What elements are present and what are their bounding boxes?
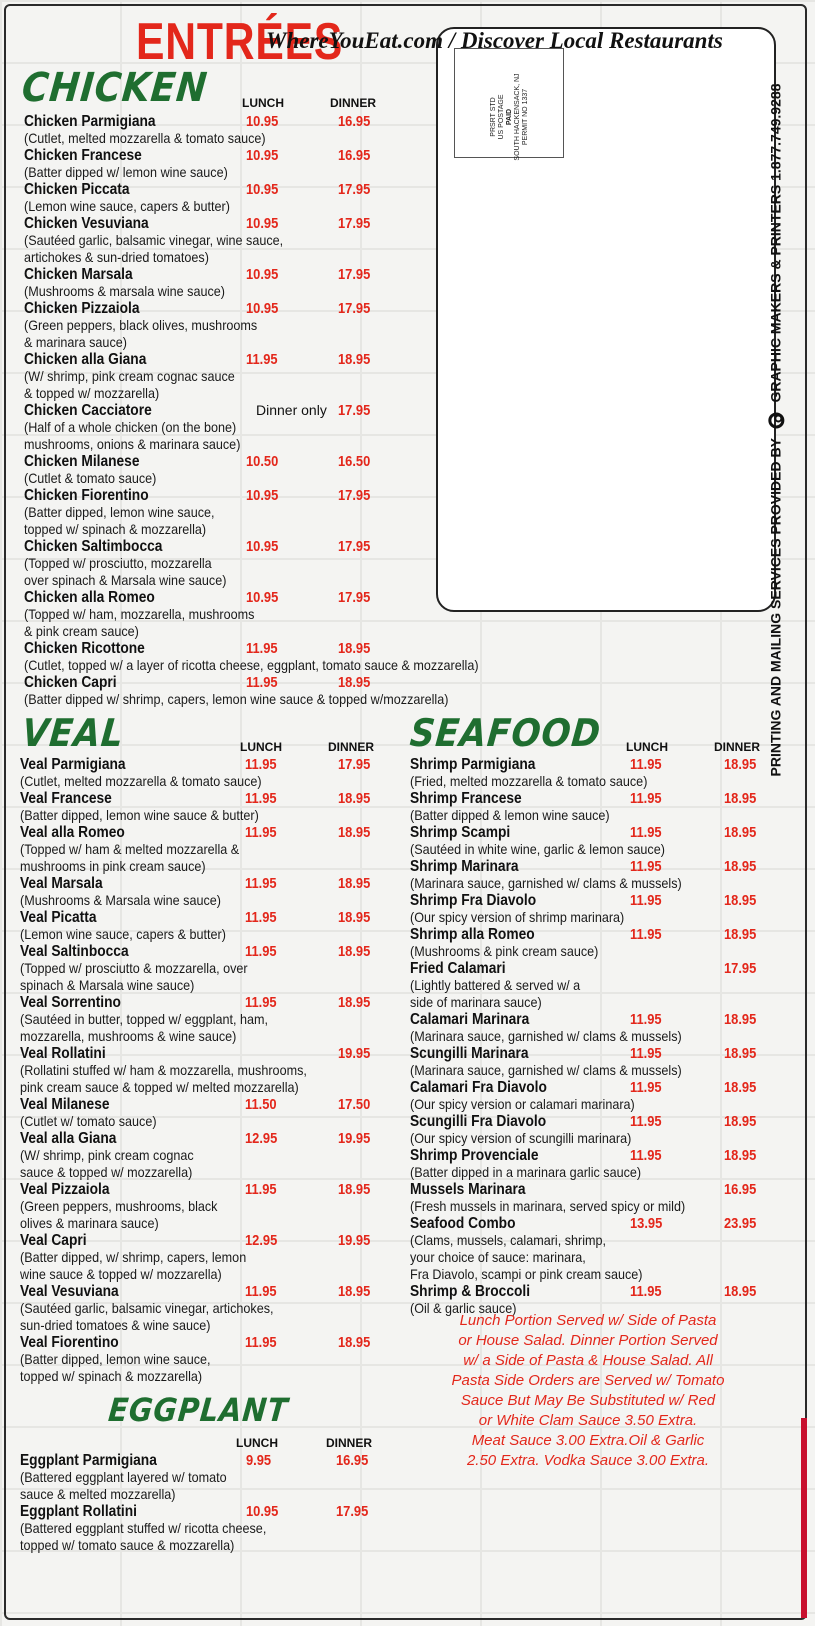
seafood-lunch-header: LUNCH [626, 740, 668, 754]
menu-item-description: (Mushrooms & marsala wine sauce) [24, 283, 225, 299]
menu-item-name: Chicken Cacciatore [24, 402, 152, 419]
dinner-price: 17.95 [338, 300, 371, 317]
dinner-price: 17.95 [338, 589, 371, 606]
menu-item-description: & marinara sauce) [24, 334, 127, 350]
menu-item [24, 181, 584, 215]
lunch-price: 11.95 [630, 1113, 662, 1130]
menu-item [410, 1215, 770, 1283]
lunch-price: 10.50 [246, 453, 279, 470]
lunch-price: 11.95 [630, 1283, 662, 1300]
dinner-price: 18.95 [724, 1113, 757, 1130]
lunch-price: 11.50 [245, 1096, 277, 1113]
lunch-price: 10.95 [246, 300, 279, 317]
menu-item-name: Veal Pizzaiola [20, 1181, 110, 1198]
lunch-price: 9.95 [246, 1452, 272, 1469]
lunch-price: 11.95 [245, 756, 277, 773]
lunch-price: 11.95 [630, 790, 662, 807]
lunch-price: 11.95 [630, 1045, 662, 1062]
menu-item-name: Veal Marsala [20, 875, 103, 892]
dinner-price: 17.95 [338, 181, 371, 198]
menu-item [20, 1181, 410, 1232]
menu-item [24, 674, 584, 708]
menu-item [410, 892, 770, 926]
dinner-price: 17.95 [338, 215, 371, 232]
menu-item [20, 1130, 410, 1181]
lunch-price: 11.95 [245, 824, 277, 841]
printer-logo-icon [769, 412, 785, 428]
menu-item-name: Seafood Combo [410, 1215, 516, 1232]
lunch-price: 11.95 [630, 1011, 662, 1028]
menu-item [24, 147, 584, 181]
dinner-price: 17.95 [338, 266, 371, 283]
dinner-price: 18.95 [724, 1045, 757, 1062]
lunch-price: 13.95 [630, 1215, 663, 1232]
menu-item-description: your choice of sauce: marinara, [410, 1249, 586, 1265]
menu-item-description: (Green peppers, black olives, mushrooms [24, 317, 258, 333]
dinner-price: 18.95 [338, 640, 371, 657]
lunch-price: 11.95 [245, 943, 277, 960]
dinner-price: 17.95 [338, 487, 371, 504]
dinner-price: 18.95 [724, 1079, 757, 1096]
menu-item [24, 402, 584, 453]
lunch-price: 11.95 [630, 756, 662, 773]
dinner-price: 18.95 [724, 824, 757, 841]
menu-item-name: Chicken alla Romeo [24, 589, 155, 606]
menu-item-description: (Batter dipped w/ lemon wine sauce) [24, 164, 228, 180]
menu-item-description: over spinach & Marsala wine sauce) [24, 572, 227, 588]
menu-item-description: (Batter dipped w/ shrimp, capers, lemon wine sauce & topped w/mozzarella) [24, 691, 449, 707]
chicken-menu [24, 113, 584, 708]
dinner-price: 18.95 [338, 824, 371, 841]
dinner-price: 16.95 [336, 1452, 369, 1469]
menu-item-name: Chicken Fiorentino [24, 487, 149, 504]
menu-item-name: Shrimp Scampi [410, 824, 511, 841]
menu-item-name: Chicken Capri [24, 674, 117, 691]
menu-item [24, 113, 584, 147]
menu-item-name: Chicken Piccata [24, 181, 130, 198]
menu-item-description: mozzarella, mushrooms & wine sauce) [20, 1028, 237, 1044]
menu-item [24, 351, 584, 402]
menu-item-description: (Our spicy version of scungilli marinara) [410, 1130, 632, 1146]
menu-item-name: Shrimp Provenciale [410, 1147, 539, 1164]
menu-item [410, 858, 770, 892]
edge-tab [801, 1418, 807, 1618]
menu-item-description: (Lemon wine sauce, capers & butter) [24, 198, 230, 214]
lunch-price: 11.95 [630, 1147, 662, 1164]
dinner-price: 18.95 [338, 674, 371, 691]
lunch-price: 11.95 [245, 1334, 277, 1351]
menu-item [24, 215, 584, 266]
menu-item-description: (Batter dipped, w/ shrimp, capers, lemon [20, 1249, 247, 1265]
menu-item [24, 266, 584, 300]
menu-item-name: Veal Milanese [20, 1096, 110, 1113]
menu-item-name: Calamari Fra Diavolo [410, 1079, 547, 1096]
veal-menu [20, 756, 410, 1385]
menu-item [410, 1011, 770, 1045]
menu-item [410, 1113, 770, 1147]
menu-item-description: (Fresh mussels in marinara, served spicy or mild) [410, 1198, 686, 1214]
menu-item-description: (Our spicy version or calamari marinara) [410, 1096, 635, 1112]
menu-item [20, 1045, 410, 1096]
dinner-price: 18.95 [338, 994, 371, 1011]
menu-item-description: spinach & Marsala wine sauce) [20, 977, 195, 993]
menu-item-name: Veal Sorrentino [20, 994, 121, 1011]
menu-item-description: (Cutlet w/ tomato sauce) [20, 1113, 157, 1129]
dinner-price: 18.95 [338, 1283, 371, 1300]
dinner-price: 23.95 [724, 1215, 757, 1232]
lunch-price: 11.95 [246, 674, 278, 691]
menu-item-description: (Mushrooms & pink cream sauce) [410, 943, 599, 959]
menu-item-name: Scungilli Marinara [410, 1045, 529, 1062]
menu-item-name: Mussels Marinara [410, 1181, 526, 1198]
menu-item-description: topped w/ tomato sauce & mozzarella) [20, 1537, 235, 1553]
menu-item-name: Veal Picatta [20, 909, 97, 926]
veal-dinner-header: DINNER [328, 740, 375, 754]
section-title-chicken: CHICKEN [19, 65, 210, 111]
menu-item [20, 1096, 410, 1130]
lunch-price: 12.95 [245, 1232, 278, 1249]
menu-item-name: Chicken Ricottone [24, 640, 145, 657]
menu-item-description: (Cutlet, melted mozzarella & tomato sauce) [20, 773, 262, 789]
dinner-price: 18.95 [724, 926, 757, 943]
lunch-price: 11.95 [246, 640, 278, 657]
menu-item-description: (Batter dipped & lemon wine sauce) [410, 807, 610, 823]
menu-item-description: (Batter dipped in a marinara garlic sauce) [410, 1164, 642, 1180]
menu-item-description: pink cream sauce & topped w/ melted mozzarella) [20, 1079, 299, 1095]
dinner-price: 17.50 [338, 1096, 371, 1113]
menu-item-name: Veal Francese [20, 790, 112, 807]
veal-lunch-header: LUNCH [240, 740, 282, 754]
menu-item-description: olives & marinara sauce) [20, 1215, 159, 1231]
menu-item-description: (Marinara sauce, garnished w/ clams & mussels) [410, 1062, 682, 1078]
menu-item [410, 1181, 770, 1215]
menu-item-name: Scungilli Fra Diavolo [410, 1113, 547, 1130]
menu-item-name: Veal Vesuviana [20, 1283, 119, 1300]
dinner-price: 17.95 [338, 402, 371, 419]
menu-item [410, 926, 770, 960]
menu-item-description: mushrooms, onions & marinara sauce) [24, 436, 241, 452]
menu-item-name: Chicken Milanese [24, 453, 140, 470]
lunch-price: 10.95 [246, 589, 279, 606]
menu-item-description: (Our spicy version of shrimp marinara) [410, 909, 625, 925]
dinner-price: 16.95 [338, 147, 371, 164]
printer-credit-strip [758, 30, 794, 830]
menu-item-description: (Rollatini stuffed w/ ham & mozzarella, mushrooms, [20, 1062, 307, 1078]
menu-item [20, 994, 410, 1045]
menu-item-name: Veal Parmigiana [20, 756, 126, 773]
dinner-price: 18.95 [338, 790, 371, 807]
dinner-price: 16.50 [338, 453, 371, 470]
menu-item-description: (Clams, mussels, calamari, shrimp, [410, 1232, 607, 1248]
page-title: ENTRÉES [136, 13, 344, 71]
menu-item-description: (Battered eggplant stuffed w/ ricotta cheese, [20, 1520, 267, 1536]
eggplant-menu [20, 1452, 410, 1554]
menu-item-description: & topped w/ mozzarella) [24, 385, 160, 401]
menu-item-description: side of marinara sauce) [410, 994, 542, 1010]
menu-item-description: & pink cream sauce) [24, 623, 139, 639]
menu-item-name: Shrimp Fra Diavolo [410, 892, 537, 909]
lunch-price: 10.95 [246, 1503, 279, 1520]
menu-item-name: Shrimp & Broccoli [410, 1283, 531, 1300]
menu-item [20, 790, 410, 824]
lunch-price: 10.95 [246, 181, 279, 198]
menu-item-description: (Marinara sauce, garnished w/ clams & mussels) [410, 1028, 682, 1044]
menu-item-description: (Sautéed garlic, balsamic vinegar, artichokes, [20, 1300, 274, 1316]
menu-item-name: Shrimp alla Romeo [410, 926, 535, 943]
dinner-price: 16.95 [724, 1181, 757, 1198]
lunch-price: 11.95 [630, 892, 662, 909]
menu-item-name: Chicken Francese [24, 147, 142, 164]
dinner-price: 18.95 [724, 1147, 757, 1164]
menu-item-name: Shrimp Francese [410, 790, 522, 807]
menu-item-name: Calamari Marinara [410, 1011, 530, 1028]
lunch-price: 10.95 [246, 113, 279, 130]
menu-item-description: (Cutlet, topped w/ a layer of ricotta cheese, eggplant, tomato sauce & mozzarella) [24, 657, 479, 673]
menu-item-description: (Batter dipped, lemon wine sauce, [20, 1351, 211, 1367]
menu-item-description: topped w/ spinach & mozzarella) [24, 521, 207, 537]
portion-footnote: Lunch Portion Served w/ Side of Pasta or House Salad. Dinner Portion Served w/ a Side of Pasta & House Salad. All Pasta Side Orders are Served w/ Tomato Sauce But May Be Substituted w/ Red or White Clam Sauce 3.50 Extra. Meat Sauce 3.00 Extra.Oil & Garlic 2.50 Extra. Vodka Sauce 3.00 Extra. [451, 1312, 725, 1469]
menu-item-name: Veal alla Romeo [20, 824, 125, 841]
menu-item-description: (Mushrooms & Marsala wine sauce) [20, 892, 221, 908]
lunch-price: 11.95 [630, 824, 662, 841]
menu-item-description: (Oil & garlic sauce) [410, 1300, 517, 1316]
menu-item [20, 756, 410, 790]
chicken-lunch-header: LUNCH [242, 96, 284, 110]
menu-item-description: (Sautéed in butter, topped w/ eggplant, ham, [20, 1011, 268, 1027]
dinner-price: 17.95 [338, 756, 371, 773]
menu-item-name: Eggplant Rollatini [20, 1503, 137, 1520]
menu-item-name: Shrimp Parmigiana [410, 756, 536, 773]
menu-item-name: Chicken Pizzaiola [24, 300, 140, 317]
menu-item-description: (Green peppers, mushrooms, black [20, 1198, 218, 1214]
section-title-seafood: SEAFOOD [408, 711, 603, 755]
menu-item-name: Veal Capri [20, 1232, 87, 1249]
lunch-price: 11.95 [630, 926, 662, 943]
menu-item [20, 1283, 410, 1334]
menu-item-description: (Topped w/ ham, mozzarella, mushrooms [24, 606, 255, 622]
menu-item-description: (W/ shrimp, pink cream cognac [20, 1147, 194, 1163]
menu-item-description: (Lightly battered & served w/ a [410, 977, 581, 993]
menu-item [410, 1079, 770, 1113]
dinner-price: 18.95 [338, 909, 371, 926]
menu-item-name: Fried Calamari [410, 960, 506, 977]
menu-item [410, 1045, 770, 1079]
menu-item [24, 453, 584, 487]
menu-item-description: (Lemon wine sauce, capers & butter) [20, 926, 226, 942]
dinner-price: 17.95 [336, 1503, 369, 1520]
menu-item-name: Chicken Marsala [24, 266, 133, 283]
dinner-price: 19.95 [338, 1045, 371, 1062]
menu-item-description: (Sautéed in white wine, garlic & lemon sauce) [410, 841, 665, 857]
chicken-dinner-header: DINNER [330, 96, 377, 110]
menu-item-description: (Batter dipped, lemon wine sauce, [24, 504, 215, 520]
menu-item-description: sun-dried tomatoes & wine sauce) [20, 1317, 211, 1333]
lunch-price: 10.95 [246, 538, 279, 555]
menu-item-description: wine sauce & topped w/ mozzarella) [20, 1266, 222, 1282]
dinner-price: 18.95 [338, 1334, 371, 1351]
menu-item-description: Fra Diavolo, scampi or pink cream sauce) [410, 1266, 643, 1282]
menu-item [20, 875, 410, 909]
lunch-price: 11.95 [245, 875, 277, 892]
menu-item-name: Veal Rollatini [20, 1045, 106, 1062]
menu-item-description: (Marinara sauce, garnished w/ clams & mussels) [410, 875, 682, 891]
lunch-price: 11.95 [246, 351, 278, 368]
menu-item [410, 790, 770, 824]
menu-item [20, 1232, 410, 1283]
lunch-price: 12.95 [245, 1130, 278, 1147]
printer-credit-text: PRINTING AND MAILING SERVICES PROVIDED BY GRAPHIC MAKERS & PRINTERS 1.877.749.9288 [767, 83, 784, 777]
dinner-price: 18.95 [338, 351, 371, 368]
menu-item-description: mushrooms in pink cream sauce) [20, 858, 206, 874]
menu-item [20, 1452, 410, 1503]
menu-item-description: (Fried, melted mozzarella & tomato sauce) [410, 773, 648, 789]
dinner-price: 18.95 [338, 1181, 371, 1198]
lunch-price: 11.95 [630, 858, 662, 875]
lunch-price: 11.95 [630, 1079, 662, 1096]
lunch-price: 11.95 [245, 909, 277, 926]
menu-item-name: Chicken Saltimbocca [24, 538, 163, 555]
menu-item [24, 538, 584, 589]
menu-item [24, 487, 584, 538]
menu-item-description: (Topped w/ ham & melted mozzarella & [20, 841, 240, 857]
lunch-price: 10.95 [246, 487, 279, 504]
menu-item [20, 1503, 410, 1554]
dinner-price: 18.95 [724, 892, 757, 909]
menu-item-name: Veal alla Giana [20, 1130, 117, 1147]
dinner-price: 18.95 [724, 756, 757, 773]
seafood-menu [410, 756, 770, 1317]
menu-item-description: (Cutlet & tomato sauce) [24, 470, 157, 486]
menu-item-description: sauce & topped w/ mozzarella) [20, 1164, 193, 1180]
section-title-veal: VEAL [20, 711, 126, 755]
menu-item-description: artichokes & sun-dried tomatoes) [24, 249, 209, 265]
dinner-price: 17.95 [724, 960, 757, 977]
menu-item-description: topped w/ spinach & mozzarella) [20, 1368, 203, 1384]
menu-item [410, 824, 770, 858]
dinner-price: 18.95 [338, 943, 371, 960]
menu-item [20, 943, 410, 994]
lunch-price: 10.95 [246, 215, 279, 232]
menu-item-note: Dinner only [256, 402, 327, 418]
menu-item-description: (Half of a whole chicken (on the bone) [24, 419, 237, 435]
dinner-price: 16.95 [338, 113, 371, 130]
menu-item [24, 300, 584, 351]
dinner-price: 18.95 [338, 875, 371, 892]
menu-item-description: (Battered eggplant layered w/ tomato [20, 1469, 227, 1485]
menu-item-name: Chicken Vesuviana [24, 215, 149, 232]
dinner-price: 18.95 [724, 1283, 757, 1300]
menu-item-name: Eggplant Parmigiana [20, 1452, 157, 1469]
dinner-price: 19.95 [338, 1130, 371, 1147]
lunch-price: 10.95 [246, 266, 279, 283]
menu-item-description: (Topped w/ prosciutto, mozzarella [24, 555, 212, 571]
lunch-price: 10.95 [246, 147, 279, 164]
dinner-price: 17.95 [338, 538, 371, 555]
menu-item [410, 960, 770, 1011]
menu-item-name: Chicken Parmigiana [24, 113, 156, 130]
menu-item-name: Veal Fiorentino [20, 1334, 119, 1351]
menu-item [410, 756, 770, 790]
menu-item [24, 589, 584, 640]
menu-item-name: Veal Saltinbocca [20, 943, 129, 960]
menu-item-description: (W/ shrimp, pink cream cognac sauce [24, 368, 235, 384]
menu-item [410, 1147, 770, 1181]
menu-item-name: Chicken alla Giana [24, 351, 147, 368]
section-title-eggplant: EGGPLANT [106, 1391, 290, 1429]
eggplant-lunch-header: LUNCH [236, 1436, 278, 1450]
dinner-price: 19.95 [338, 1232, 371, 1249]
menu-item-description: (Batter dipped, lemon wine sauce & butter) [20, 807, 259, 823]
menu-item-description: (Topped w/ prosciutto & mozzarella, over [20, 960, 248, 976]
dinner-price: 18.95 [724, 790, 757, 807]
lunch-price: 11.95 [245, 1181, 277, 1198]
lunch-price: 11.95 [245, 994, 277, 1011]
menu-item [24, 640, 584, 674]
menu-item-description: (Cutlet, melted mozzarella & tomato sauce) [24, 130, 266, 146]
eggplant-dinner-header: DINNER [326, 1436, 373, 1450]
menu-item-description: sauce & melted mozzarella) [20, 1486, 176, 1502]
menu-item [20, 1334, 410, 1385]
dinner-price: 18.95 [724, 1011, 757, 1028]
postage-text: PRSRT STD US POSTAGE PAID SOUTH HACKENSACK, NJ PERMIT NO 1337 [490, 73, 529, 161]
menu-item-name: Shrimp Marinara [410, 858, 519, 875]
watermark: WhereYouEat.com / Discover Local Restaurants [266, 28, 723, 53]
menu-item-description: (Sautéed garlic, balsamic vinegar, wine sauce, [24, 232, 284, 248]
seafood-dinner-header: DINNER [714, 740, 761, 754]
lunch-price: 11.95 [245, 1283, 277, 1300]
lunch-price: 11.95 [245, 790, 277, 807]
menu-item [20, 909, 410, 943]
menu-item [20, 824, 410, 875]
dinner-price: 18.95 [724, 858, 757, 875]
